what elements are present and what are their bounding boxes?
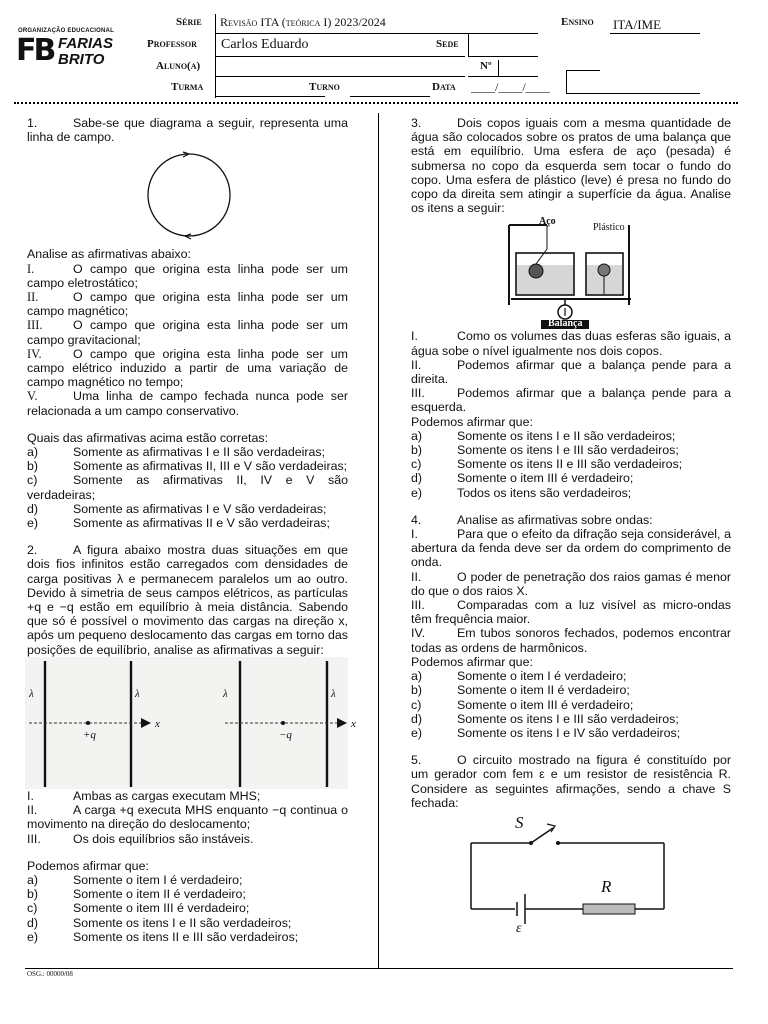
q3-option: c) Somente os itens II e III são verdadeiros;: [411, 457, 683, 472]
footer-line: [25, 968, 733, 969]
resistor-label: R: [601, 876, 612, 896]
q4-option: c) Somente o item III é verdadeiro;: [411, 697, 634, 712]
switch-label: S: [515, 812, 524, 832]
q1-option: b) Somente as afirmativas II, III e V são verdadeiras;: [27, 459, 348, 474]
emf-label: ε: [516, 920, 522, 936]
q1-item: IV. O campo que origina esta linha pode ser um campo elétrico induzido a partir de uma variação de campo magnético no tempo;: [27, 346, 348, 390]
data-value: ____/____/____: [471, 80, 550, 94]
logo-line1: FARIAS: [58, 35, 114, 52]
charged-wires-diagram: [25, 657, 365, 789]
plus-q-label: +q: [83, 728, 96, 741]
q4-option: d) Somente os itens I e III são verdadeiros;: [411, 711, 679, 726]
q1-item: III. O campo que origina esta linha pode ser um campo gravitacional;: [27, 318, 348, 347]
q2-items: [27, 789, 348, 846]
q4-options: [411, 669, 731, 740]
q1-stem: 1. Sabe-se que diagrama a seguir, representa uma linha de campo.: [27, 116, 348, 145]
logo-top-text: ORGANIZAÇÃO EDUCACIONAL: [18, 28, 114, 34]
turno-label: Turno: [309, 81, 340, 93]
q1-options: [27, 445, 348, 530]
circuit-diagram: [411, 810, 731, 940]
q2-option: c) Somente o item III é verdadeiro;: [27, 901, 250, 916]
lambda-label: λ: [135, 687, 140, 700]
column-divider: [378, 113, 379, 968]
professor-value: Carlos Eduardo: [221, 37, 309, 52]
q4-item: I. Para que o efeito da difração seja considerável, a abertura da fenda deve ser da ordem do comprimento de onda.: [411, 527, 731, 570]
q2-option: d) Somente os itens I e II são verdadeiros;: [27, 915, 292, 930]
aluno-label: Aluno(a): [156, 60, 201, 72]
q4-item: II. O poder de penetração dos raios gamas é menor do que o dos raios X.: [411, 569, 731, 598]
q1-item: II. O campo que origina esta linha pode ser um campo magnético;: [27, 290, 348, 319]
q1-ask: Quais das afirmativas acima estão corretas:: [27, 430, 269, 445]
q2-option: e) Somente os itens II e III são verdadeiros;: [27, 929, 299, 944]
q1-option: a) Somente as afirmativas I e II são verdadeiras;: [27, 445, 326, 460]
minus-q-label: −q: [279, 728, 292, 741]
balance-diagram: [411, 215, 731, 329]
q2-option: a) Somente o item I é verdadeiro;: [27, 872, 243, 887]
q1-item: V. Uma linha de campo fechada nunca pode ser relacionada a um campo conservativo.: [27, 389, 348, 418]
q2-stem: 2. A figura abaixo mostra duas situações em que dois fios infinitos estão carregados com densidades de carga positivas λ e permanecem paralelos um ao outro. Devido à simetria de seus campos elétricos, as partículas +q e −q estão em equilíbrio à meia distância. Sabendo que só é possível o movimento das cargas na direção x, após um pequeno deslocamento das cargas em torno das posições de equilíbrio, analise as afirmativas a seguir:: [27, 543, 348, 657]
q4-items: [411, 527, 731, 655]
q2-item: I. Ambas as cargas executam MHS;: [27, 788, 261, 803]
lambda-label: λ: [29, 687, 34, 700]
sede-label: Sede: [436, 38, 459, 50]
q3-options: [411, 429, 731, 500]
q3-option: a) Somente os itens I e II são verdadeiros;: [411, 428, 676, 443]
logo-line2: BRITO: [58, 51, 105, 68]
q3-ask: Podemos afirmar que:: [411, 414, 533, 429]
numero-label: Nº: [480, 60, 492, 72]
q4-item: IV. Em tubos sonoros fechados, podemos encontrar todas as ordens de harmônicos.: [411, 626, 731, 655]
q4-item: III. Comparadas com a luz visível as micro-ondas têm frequência maior.: [411, 598, 731, 627]
q4-option: a) Somente o item I é verdadeiro;: [411, 669, 627, 684]
field-line-circle: [27, 144, 348, 247]
serie-label: Série: [176, 16, 202, 28]
q1-figure: [27, 144, 348, 247]
q4-option: b) Somente o item II é verdadeiro;: [411, 683, 630, 698]
q3-item: II. Podemos afirmar que a balança pende para a direita.: [411, 357, 731, 387]
lambda-label: λ: [223, 687, 228, 700]
q3-option: d) Somente o item III é verdadeiro;: [411, 471, 634, 486]
q5-stem: 5. O circuito mostrado na figura é constituído por um gerador com fem ε e um resistor de resistência R. Considere as seguintes afirmações, sendo a chave S fechada:: [411, 753, 731, 810]
ensino-value: ITA/IME: [613, 17, 662, 32]
right-column: [411, 116, 731, 940]
q3-option: b) Somente os itens I e III são verdadeiros;: [411, 443, 679, 458]
q1-intro: Analise as afirmativas abaixo:: [27, 247, 191, 262]
q1-option: e) Somente as afirmativas II e V são verdadeiras;: [27, 516, 330, 531]
header-dotted-divider: [14, 102, 738, 104]
q3-figure: [411, 215, 731, 329]
left-column: [27, 116, 356, 944]
aco-label: Aço: [539, 216, 556, 228]
q2-item: II. A carga +q executa MHS enquanto −q continua o movimento na direção do deslocamento;: [27, 803, 348, 832]
balanca-label: Balança: [548, 318, 583, 330]
q2-options: [27, 873, 348, 944]
q1-option: d) Somente as afirmativas I e V são verdadeiras;: [27, 501, 327, 516]
q2-option: b) Somente o item II é verdadeiro;: [27, 887, 246, 902]
serie-value: Revisão ITA (teórica I) 2023/2024: [220, 15, 386, 29]
q3-item: I. Como os volumes das duas esferas são iguais, a água sobe o nível igualmente nos dois copos.: [411, 329, 731, 358]
q3-stem: 3. Dois copos iguais com a mesma quantidade de água são colocados sobre os pratos de uma balança que está em equilíbrio. Uma esfera de aço (pesada) é submersa no copo da esquerda sem tocar o fundo do copo. Uma esfera de plástico (leve) é presa no fundo do copo da direita sem atingir a superfície da água. Analise os itens a seguir:: [411, 116, 731, 216]
ensino-label: Ensino: [561, 16, 594, 28]
professor-label: Professor: [147, 38, 197, 50]
q2-figure: [25, 657, 356, 789]
q5-figure: [411, 810, 731, 940]
q2-ask: Podemos afirmar que:: [27, 858, 149, 873]
plastico-label: Plástico: [593, 222, 625, 234]
lambda-label: λ: [331, 687, 336, 700]
q3-items: [411, 329, 731, 414]
q1-items: [27, 262, 348, 418]
q3-item: III. Podemos afirmar que a balança pende para a esquerda.: [411, 386, 731, 415]
q4-stem: 4. Analise as afirmativas sobre ondas:: [411, 512, 653, 527]
q2-item: III. Os dois equilíbrios são instáveis.: [27, 831, 254, 846]
logo: [16, 28, 120, 72]
data-label: Data: [432, 81, 456, 93]
x-axis-label: x: [155, 717, 160, 730]
q1-item: I. O campo que origina esta linha pode ser um campo eletrostático;: [27, 261, 348, 290]
q3-option: e) Todos os itens são verdadeiros;: [411, 485, 632, 500]
q4-option: e) Somente os itens I e IV são verdadeiros;: [411, 725, 681, 740]
q1-option: c) Somente as afirmativas II, IV e V são verdadeiras;: [27, 473, 348, 502]
logo-fb: FB: [16, 33, 54, 68]
q4-ask: Podemos afirmar que:: [411, 654, 533, 669]
turma-label: Turma: [171, 81, 204, 93]
x-axis-label: x: [351, 717, 356, 730]
footer-code: OSG.: 00000/08: [27, 970, 73, 978]
